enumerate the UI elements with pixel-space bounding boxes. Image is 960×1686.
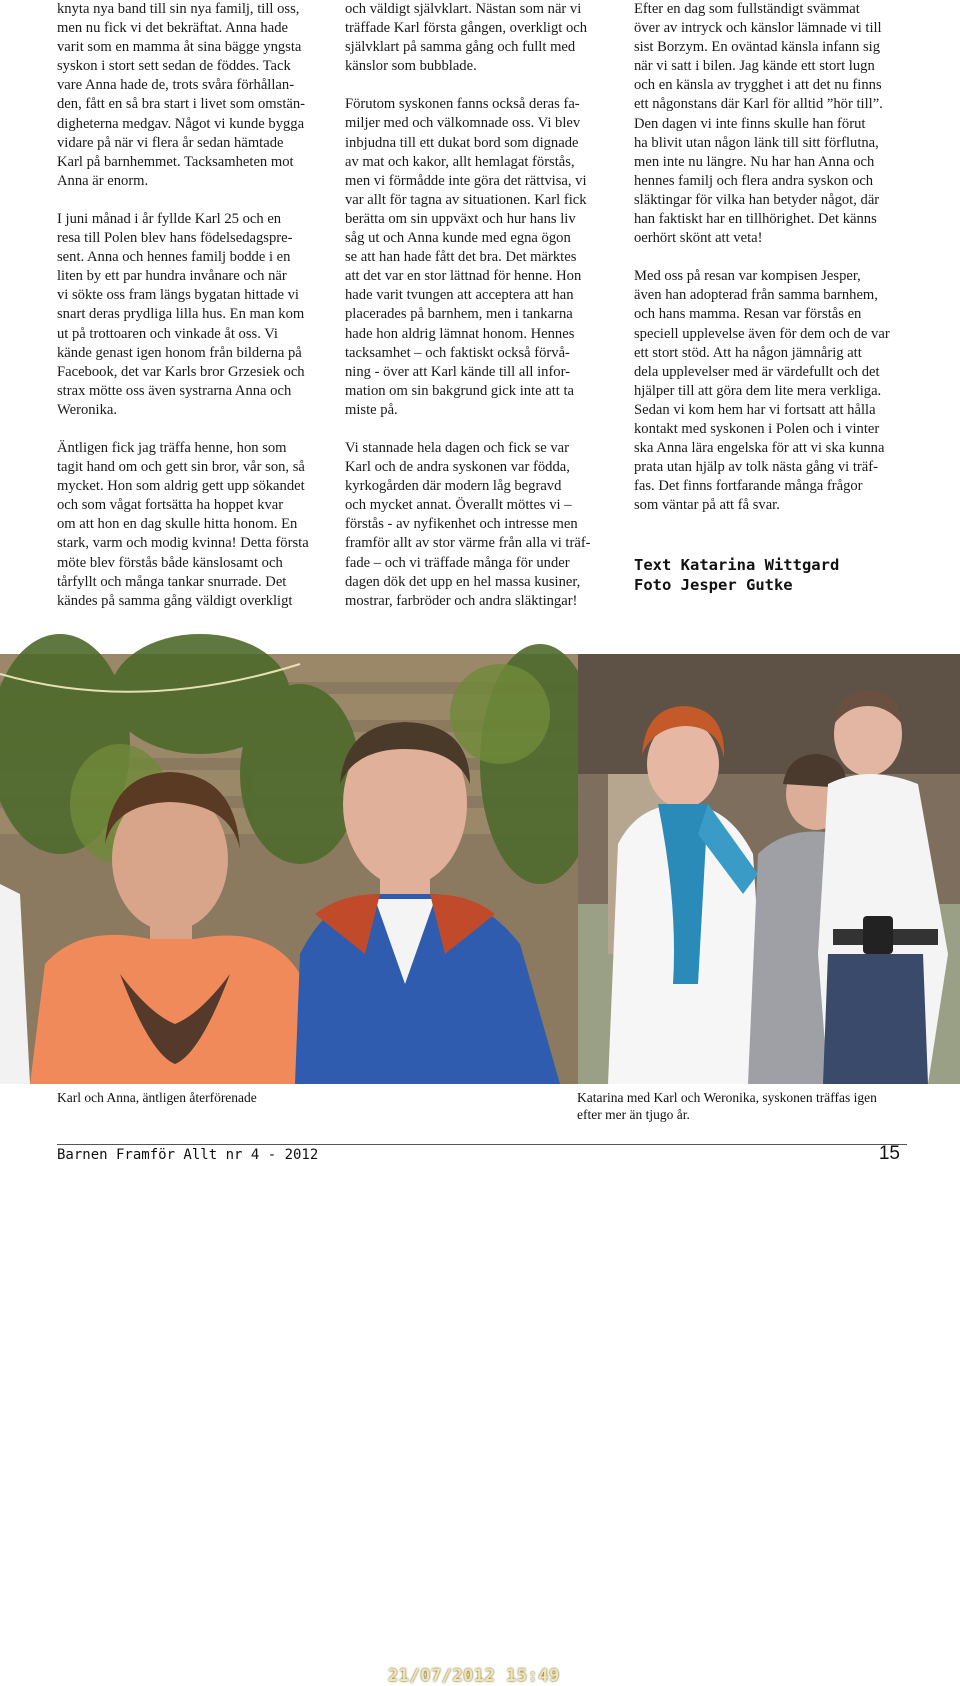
article-column-2	[345, 0, 617, 630]
article-credits	[634, 555, 906, 595]
article-column-1	[57, 0, 319, 630]
paragraph: Med oss på resan var kompisen Jesper, även han adopterad från samma barnhem, och hans mamma. Resan var förstås en speciell upplevelse även för dem och de var ett stort stöd. Att ha någon jämnårig att dela upplevelser med är värdefullt och det hjälper till att göra dem lite mera verkliga. Sedan vi kom hem har vi fortsatt att hålla kontakt med syskonen i Polen och i vinter ska Anna lära engelska för att vi ska kunna prata utan hjälp av tolk nästa gång vi träf- fas. Det finns fortfarande många frågor som väntar på att få svar.	[634, 268, 890, 514]
photo-credit: Foto Jesper Gutke	[634, 576, 793, 595]
photo-illustration	[0, 654, 578, 1084]
paragraph: knyta nya band till sin nya familj, till oss, men nu fick vi det bekräftat. Anna hade varit som en mamma åt sina bägge yngsta syskon i stort sett sedan de föddes. Tack vare Anna hade de, trots svåra förhållan- den, fått en så bra start i livet som omstän- digheterna medgav. Något vi kunde bygga vidare på när vi flera år sedan hämtade Karl på barnhemmet. Tacksamheten mot Anna är enorm.	[57, 1, 306, 189]
paragraph: Efter en dag som fullständigt svämmat över av intryck och känslor lämnade vi till sist Borzym. En oväntad känsla infann sig när vi satt i bilen. Jag kände ett stort lugn och en känsla av trygghet i att det nu finns ett någonstans där Karl för alltid ”hör till”. Den dagen vi inte finns skulle han förut ha blivit utan någon länk till sitt förflutna, men inte nu längre. Nu har han Anna och hennes familj och flera andra syskon och släktingar för vilka han betyder något, där han faktiskt har en tillhörighet. Det känns oerhört skönt att veta!	[634, 1, 883, 247]
paragraph: Äntligen fick jag träffa henne, hon som tagit hand om och gett sin bror, vår son, så mycket. Hon som aldrig gett upp sökandet och som vågat fortsätta ha hoppet kvar om att hon en dag skulle hitta honom. En stark, varm och modig kvinna! Detta första möte blev förstås både känslosamt och tårfyllt och många tankar snurrade. Det kändes på samma gång väldigt overkligt	[57, 439, 309, 609]
photo-katarina-karl-weronika	[578, 654, 960, 1084]
paragraph: I juni månad i år fyllde Karl 25 och en resa till Polen blev hans födelsedagspre- sent. Anna och hennes familj bodde i en liten by ett par hundra invånare och när vi sökte oss fram längs bygatan hittade vi snart deras prydliga lilla hus. En man kom ut på trottoaren och vinkade åt oss. Vi kände genast igen honom från bilderna på Facebook, det var Karls bror Grzesiek och strax mötte oss även systrarna Anna och Weronika.	[57, 210, 305, 418]
footer-divider	[57, 1144, 907, 1145]
page-number: 15	[878, 1143, 900, 1164]
paragraph: och väldigt självklart. Nästan som när vi träffade Karl första gången, overkligt och självklart på samma gång och fullt med känslor som bubblade.	[345, 1, 588, 75]
text-credit: Text Katarina Wittgard	[634, 556, 840, 575]
paragraph: Förutom syskonen fanns också deras fa- miljer med och välkomnade oss. Vi blev inbjudna till ett dukat bord som dignade av mat och kakor, allt hemlagat förstås, men vi förmådde inte göra det rättvisa, vi var allt för tagna av situationen. Karl fick berätta om sin uppväxt och hur hans liv såg ut och Anna kunde med egna ögon se att han hade fått det bra. Det märktes att det var en stor lättnad för henne. Hon hade varit tvungen att acceptera att han placerades på barnhem, men i tankarna hade hon aldrig lämnat honom. Hennes tacksamhet – och faktiskt också förvå- ning - över att Karl kände till all infor- mation om sin bakgrund gick inte att ta miste på.	[345, 96, 587, 418]
footer-publication-title: Barnen Framför Allt nr 4 - 2012	[57, 1147, 319, 1163]
photo-illustration	[578, 654, 960, 1084]
article-column-3	[634, 0, 906, 595]
photo-timestamp: 21/07/2012 15:49	[388, 1666, 560, 1686]
photo-caption-right: Katarina med Karl och Weronika, syskonen träffas igen efter mer än tjugo år.	[577, 1090, 877, 1122]
photo-caption-left: Karl och Anna, äntligen återförenade	[57, 1090, 257, 1105]
paragraph: Vi stannade hela dagen och fick se var Karl och de andra syskonen var födda, kyrkogården där modern låg begravd och mycket annat. Överallt möttes vi – förstås - av nyfikenhet och intresse men framför allt av stor värme från alla vi träf- fade – och vi träffade många för under dagen dök det upp en hel massa kusiner, mostrar, farbröder och andra släktingar!	[345, 439, 591, 609]
